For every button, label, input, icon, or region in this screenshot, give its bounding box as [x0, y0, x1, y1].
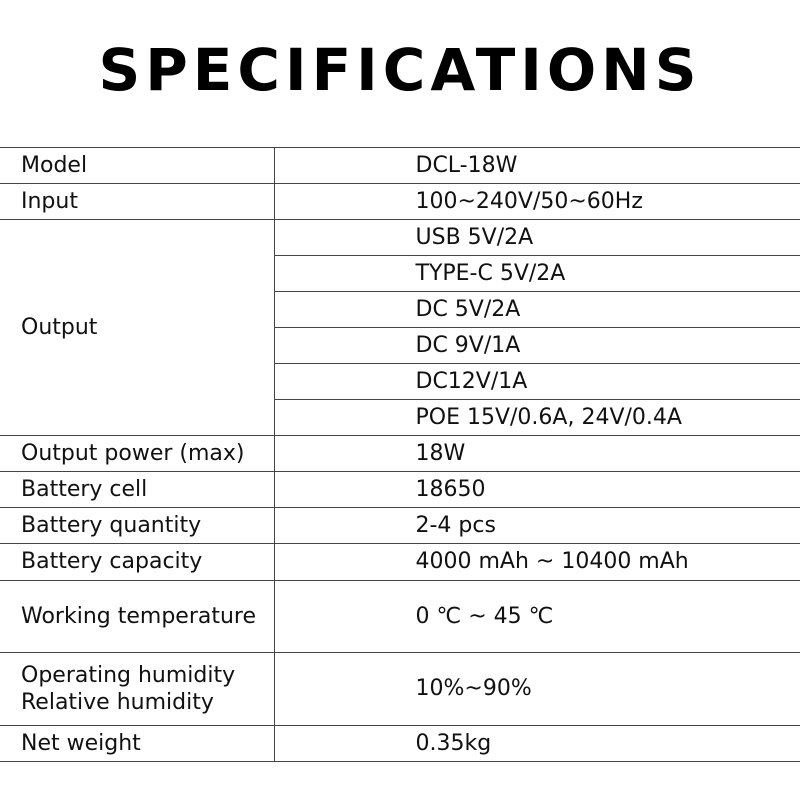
spec-value-output-usb: USB 5V/2A — [274, 220, 800, 256]
spec-value-output-power: 18W — [274, 436, 800, 472]
table-row — [0, 148, 800, 184]
spec-value-battery-quantity: 2-4 pcs — [274, 508, 800, 544]
table-row — [0, 726, 800, 762]
spec-value-net-weight: 0.35kg — [274, 726, 800, 762]
spec-value-output-typec: TYPE-C 5V/2A — [274, 256, 800, 292]
spec-label-output: Output — [0, 220, 274, 436]
spec-value-output-dc5v: DC 5V/2A — [274, 292, 800, 328]
spec-label-humidity — [0, 653, 274, 726]
spec-label-working-temperature: Working temperature — [0, 581, 274, 653]
spec-label-battery-quantity: Battery quantity — [0, 508, 274, 544]
spec-label-battery-capacity: Battery capacity — [0, 544, 274, 581]
table-row — [0, 544, 800, 581]
spec-value-model: DCL-18W — [274, 148, 800, 184]
table-row — [0, 436, 800, 472]
table-row — [0, 184, 800, 220]
specifications-table — [0, 147, 800, 762]
spec-value-working-temperature: 0 ℃ ~ 45 ℃ — [274, 581, 800, 653]
spec-value-battery-cell: 18650 — [274, 472, 800, 508]
table-row — [0, 472, 800, 508]
spec-label-input: Input — [0, 184, 274, 220]
table-row — [0, 220, 800, 256]
spec-value-output-dc12v: DC12V/1A — [274, 364, 800, 400]
spec-label-operating-humidity: Operating humidity — [21, 662, 236, 688]
spec-value-output-poe: POE 15V/0.6A, 24V/0.4A — [274, 400, 800, 436]
table-row — [0, 653, 800, 726]
spec-label-output-power: Output power (max) — [0, 436, 274, 472]
table-row — [0, 581, 800, 653]
spec-value-battery-capacity: 4000 mAh ~ 10400 mAh — [274, 544, 800, 581]
spec-value-humidity: 10%~90% — [274, 653, 800, 726]
spec-label-relative-humidity: Relative humidity — [21, 690, 214, 715]
spec-value-input: 100~240V/50~60Hz — [274, 184, 800, 220]
table-row — [0, 508, 800, 544]
spec-label-model: Model — [0, 148, 274, 184]
page-title: SPECIFICATIONS — [98, 36, 702, 104]
spec-value-output-dc9v: DC 9V/1A — [274, 328, 800, 364]
spec-label-net-weight: Net weight — [0, 726, 274, 762]
spec-label-battery-cell: Battery cell — [0, 472, 274, 508]
